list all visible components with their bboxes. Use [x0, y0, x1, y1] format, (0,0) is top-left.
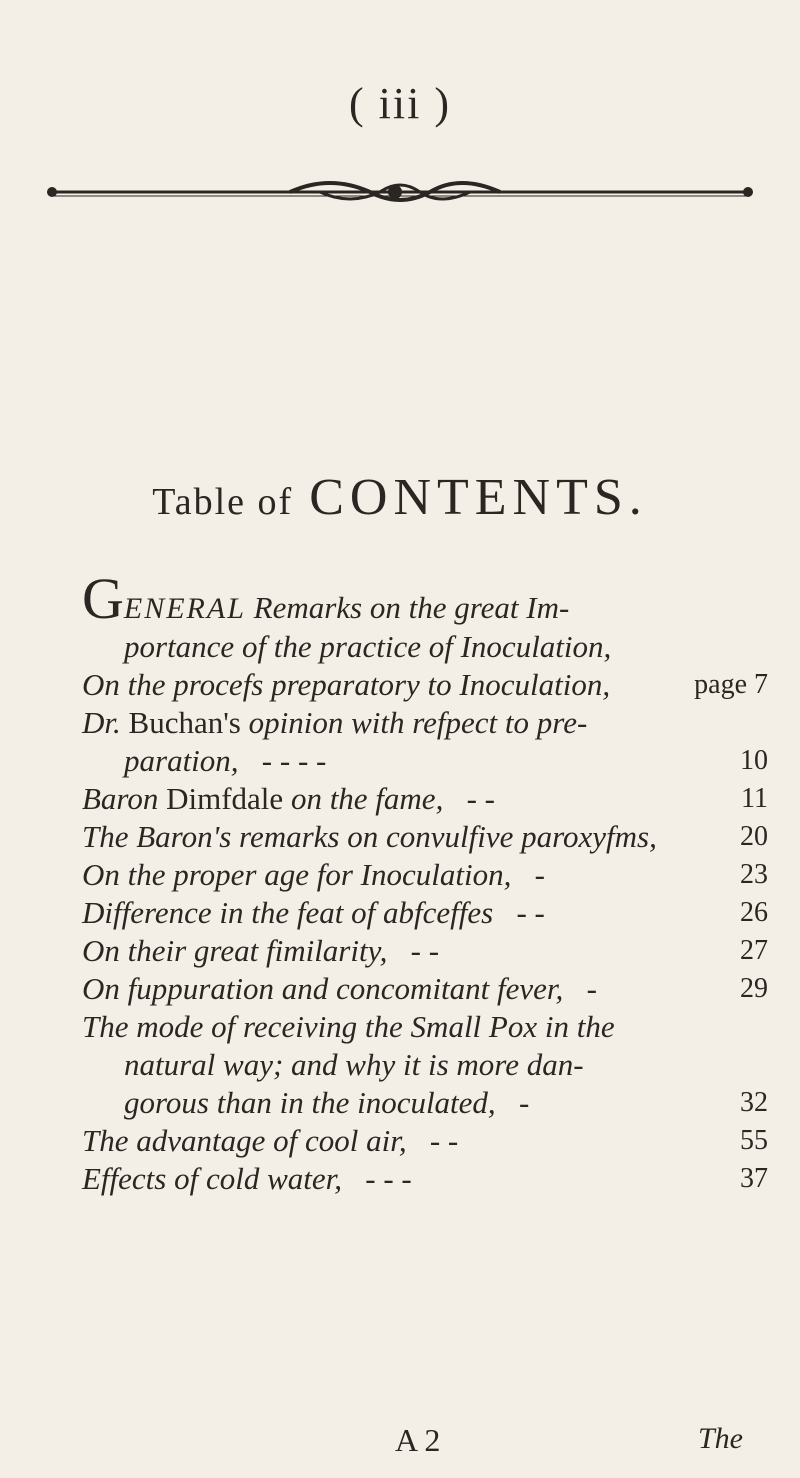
entry-text: The advantage of cool air, — [82, 1123, 407, 1158]
entry-page: 37 — [740, 1163, 768, 1194]
toc-entry — [82, 818, 782, 856]
entry-text: on the fame, — [283, 781, 444, 816]
entry-page: 26 — [740, 897, 768, 928]
leader-dashes: - — [518, 1085, 530, 1120]
entry-page: 29 — [740, 973, 768, 1004]
toc-entry — [82, 780, 782, 818]
entry-text: On fuppuration and concomitant fever, — [82, 971, 564, 1006]
leader-dashes: - - — [466, 781, 495, 816]
entry-text-cont: natural way; and why it is more dan- — [124, 1047, 584, 1082]
table-of-contents — [82, 566, 782, 1198]
entry-prefix: Dr. — [82, 705, 129, 740]
page-number: ( iii ) — [349, 79, 451, 128]
entry-page: 11 — [741, 783, 768, 814]
toc-entry — [82, 1008, 782, 1122]
entry-page — [694, 666, 768, 704]
entry-page: 32 — [740, 1087, 768, 1118]
entry-page: 10 — [740, 745, 768, 776]
entry-page: 27 — [740, 935, 768, 966]
leader-dashes: - — [534, 857, 545, 892]
ornament-divider — [40, 172, 760, 212]
toc-entry — [82, 1160, 782, 1198]
entry-text: Effects of cold water, — [82, 1161, 343, 1196]
entry-page: 55 — [740, 1125, 768, 1156]
toc-entry — [82, 1122, 782, 1160]
entry-text: Difference in the feat of abfceffes — [82, 895, 494, 930]
entry-text: opinion with refpect to pre- — [240, 705, 588, 740]
entry-text-cont: paration, — [124, 743, 239, 778]
heading-small-caps: Table of — [152, 481, 294, 523]
leader-dashes: - - — [516, 895, 545, 930]
entry-text: The mode of receiving the Small Pox in the — [82, 1009, 615, 1044]
catchword: The — [698, 1422, 743, 1455]
signature-mark: A 2 — [395, 1422, 441, 1458]
toc-entry — [82, 566, 782, 666]
entry-prefix: Baron — [82, 781, 167, 816]
leader-dashes: - — [586, 971, 597, 1006]
toc-entry — [82, 970, 782, 1008]
entry-text: On the proper age for Inoculation, — [82, 857, 512, 892]
entry-text: On the procefs preparatory to Inoculation, — [82, 667, 611, 702]
entry-text-cont: portance of the practice of Inoculation, — [124, 629, 612, 664]
entry-text: On their great fimilarity, — [82, 933, 388, 968]
toc-entry — [82, 932, 782, 970]
toc-entry — [82, 704, 782, 780]
entry-name: Buchan's — [128, 705, 241, 740]
entry-name: Dimfdale — [166, 781, 284, 816]
entry-text-cont2: gorous than in the inoculated, — [124, 1085, 496, 1120]
toc-entry — [82, 856, 782, 894]
leader-dashes: - - - — [365, 1161, 412, 1196]
heading-large: CONTENTS. — [309, 469, 648, 526]
page-footer — [0, 1422, 800, 1462]
toc-entry — [82, 666, 782, 704]
leader-dashes: - - - - — [261, 743, 327, 778]
leader-dashes: - - — [429, 1123, 459, 1158]
leader-dashes: - - — [410, 933, 440, 968]
page-word: page — [694, 669, 747, 700]
contents-heading — [0, 468, 800, 527]
entry-page: 20 — [740, 821, 768, 852]
drop-cap: G — [82, 566, 124, 631]
page-number-value: 7 — [754, 669, 768, 700]
entry-text: The Baron's remarks on convulfive paroxyfms, — [82, 819, 657, 854]
entry-caps: ENERAL — [123, 592, 246, 625]
toc-entry — [82, 894, 782, 932]
entry-text: Remarks on the great Im- — [245, 590, 570, 625]
entry-page: 23 — [740, 859, 768, 890]
